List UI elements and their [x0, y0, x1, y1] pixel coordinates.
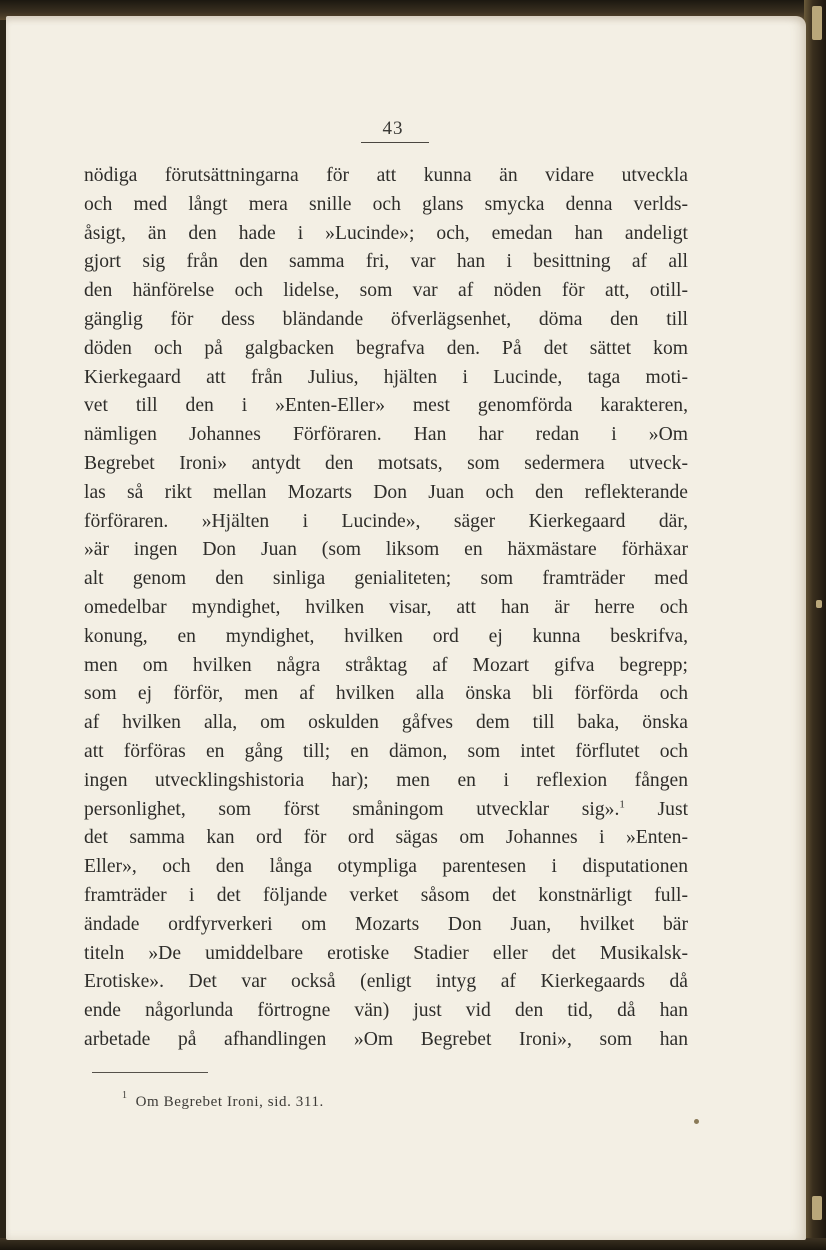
page-number: 43	[382, 118, 404, 139]
footnote-reference: 1	[619, 798, 625, 810]
text-line: den hänförelse och lidelse, som var af nöden för att, otill-	[84, 280, 688, 302]
text-line: ändade ordfyrverkeri om Mozarts Don Juan, hvilket bär	[84, 913, 688, 935]
text-line: las så rikt mellan Mozarts Don Juan och den reflekterande	[84, 481, 688, 503]
text-line: Kierkegaard att från Julius, hjälten i Lucinde, taga moti-	[84, 366, 688, 388]
spine-wear-mark	[812, 6, 822, 40]
body-text	[84, 162, 688, 1055]
text-line: arbetade på afhandlingen »Om Begrebet Ironi», som han	[84, 1028, 688, 1050]
footnote-separator	[92, 1072, 208, 1073]
text-line: åsigt, än den hade i »Lucinde»; och, emedan han andeligt	[84, 222, 688, 244]
text-line: omedelbar myndighet, hvilken visar, att han är herre och	[84, 596, 688, 618]
spine-wear-mark	[816, 600, 822, 608]
text-line: »är ingen Don Juan (som liksom en häxmästare förhäxar	[84, 539, 688, 561]
text-line: ende någorlunda förtrogne vän) just vid den tid, då han	[84, 1000, 688, 1022]
text-line: gänglig för dess bländande öfverlägsenhet, döma den till	[84, 308, 688, 330]
paper-stain	[694, 1119, 699, 1124]
page-number-underline	[361, 142, 429, 143]
spine-wear-mark	[812, 1196, 822, 1220]
text-line: alt genom den sinliga genialiteten; som framträder med	[84, 568, 688, 590]
text-line: Eller», och den långa otympliga parentesen i disputationen	[84, 856, 688, 878]
text-line: titeln »De umiddelbare erotiske Stadier eller det Musikalsk-	[84, 942, 688, 964]
footnote	[122, 1092, 324, 1111]
footnote-text: Om Begrebet Ironi, sid. 311.	[135, 1094, 324, 1110]
text-line: som ej förför, men af hvilken alla önska bli förförda och	[84, 683, 688, 705]
text-line: Erotiske». Det var också (enligt intyg af Kierkegaards då	[84, 971, 688, 993]
text-line: af hvilken alla, om oskulden gåfves dem till baka, önska	[84, 712, 688, 734]
text-line-with-note	[84, 796, 688, 825]
text-line: framträder i det följande verket såsom det konstnärligt full-	[84, 884, 688, 906]
book-spine-edge	[804, 0, 826, 1250]
text-line: konung, en myndighet, hvilken ord ej kunna beskrifva,	[84, 625, 688, 647]
text-line: vet till den i »Enten-Eller» mest genomförda karakteren,	[84, 395, 688, 417]
text-line: att förföras en gång till; en dämon, som intet förflutet och	[84, 740, 688, 762]
text-line: men om hvilken några stråktag af Mozart gifva begrepp;	[84, 654, 688, 676]
text-line: ingen utvecklingshistoria har); men en i reflexion fången	[84, 769, 688, 791]
text-line: förföraren. »Hjälten i Lucinde», säger Kierkegaard där,	[84, 510, 688, 532]
text-line-segment: Just	[657, 798, 688, 820]
text-line: döden och på galgbacken begrafva den. På det sättet kom	[84, 337, 688, 359]
book-page	[6, 16, 806, 1240]
text-line: gjort sig från den samma fri, var han i besittning af all	[84, 251, 688, 273]
text-line: och med långt mera snille och glans smycka denna verlds-	[84, 193, 688, 215]
text-line: det samma kan ord för ord sägas om Johannes i »Enten-	[84, 827, 688, 849]
text-line: nödiga förutsättningarna för att kunna än vidare utveckla	[84, 165, 688, 186]
text-line-segment: personlighet, som först småningom utvecklar sig».	[84, 798, 620, 820]
text-line: nämligen Johannes Förföraren. Han har redan i »Om	[84, 424, 688, 446]
footnote-marker: 1	[122, 1090, 128, 1101]
text-line: Begrebet Ironi» antydt den motsats, som sedermera utveck-	[84, 452, 688, 474]
